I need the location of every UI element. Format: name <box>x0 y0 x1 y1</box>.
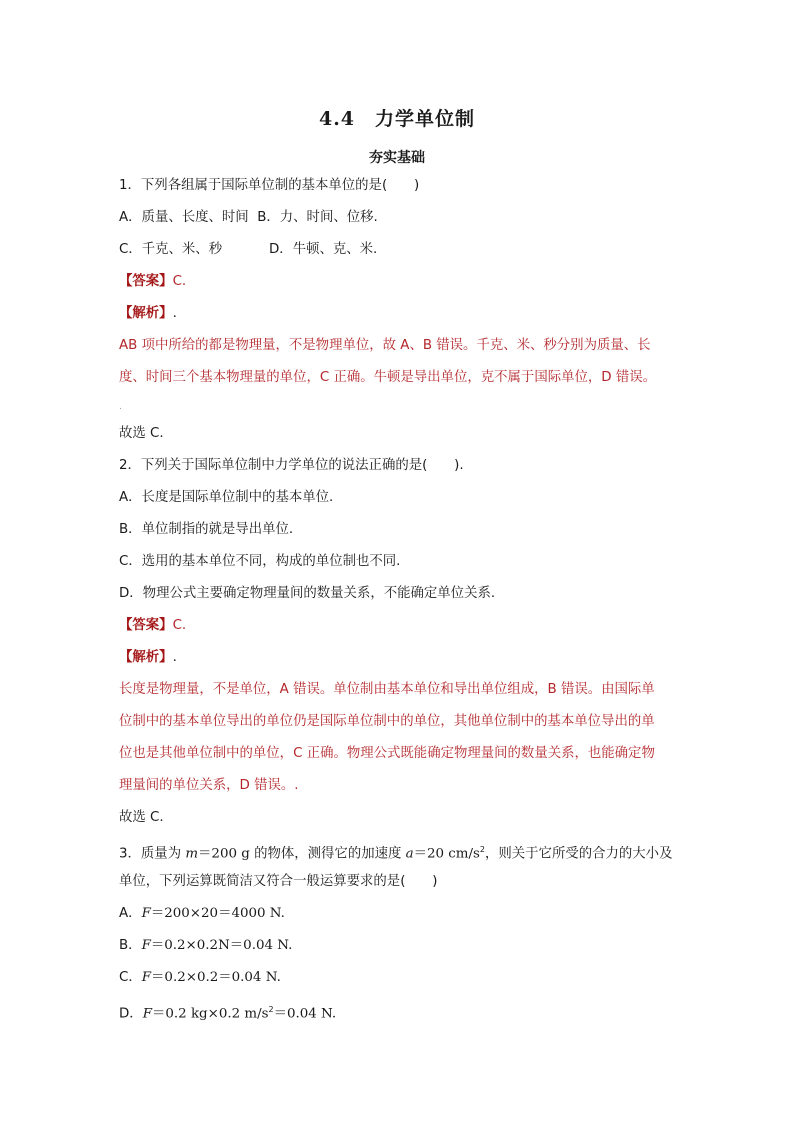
q2-analysis-heading <box>119 648 689 680</box>
analysis-tag: 【解析】 <box>119 650 173 665</box>
q2-option-d: D．物理公式主要确定物理量间的数量关系，不能确定单位关系. <box>119 586 496 601</box>
force-variable: F <box>142 1006 152 1022</box>
q2-option-a: A．长度是国际单位制中的基本单位. <box>119 490 334 505</box>
q1-option-a: A．质量、长度、时间 <box>119 210 249 225</box>
q3-stem-line2: 单位，下列运算既简洁又符合一般运算要求的是( ) <box>119 874 438 889</box>
q3-stem-line1 <box>119 840 689 872</box>
q1-stem: 1．下列各组属于国际单位制的基本单位的是( ) <box>119 178 420 193</box>
q2-option-b: B．单位制指的就是导出单位. <box>119 522 294 537</box>
question-content <box>119 176 689 1032</box>
force-variable: F <box>141 970 152 985</box>
option-label: D． <box>119 1006 143 1022</box>
q1-analysis-line: AB 项中所给的都是物理量，不是物理单位，故 A、B 错误。千克、米、秒分别为质量、长 <box>119 338 651 353</box>
stray-mark: . <box>119 402 122 412</box>
q1-analysis-heading <box>119 304 689 336</box>
q3-stem-text: 3．质量为 <box>119 846 186 862</box>
option-label: B． <box>119 938 142 953</box>
q2-analysis-line: 位也是其他单位制中的单位，C 正确。物理公式既能确定物理量间的数量关系，也能确定物 <box>119 746 655 761</box>
option-label: A． <box>119 906 142 921</box>
mass-variable: m <box>185 846 199 862</box>
analysis-dot: . <box>172 650 177 665</box>
q1-option-d: D．牛顿、克、米. <box>269 242 378 257</box>
q2-stem: 2．下列关于国际单位制中力学单位的说法正确的是( ). <box>119 458 464 473</box>
section-subtitle: 夯实基础 <box>369 150 425 166</box>
answer-value: C. <box>172 618 187 633</box>
superscript: 2 <box>268 1005 274 1014</box>
page-title: 4.4 力学单位制 <box>318 108 476 130</box>
q2-choose: 故选 C. <box>119 810 164 825</box>
q3-option-b <box>119 936 689 968</box>
option-text: ＝0.2×0.2＝0.04 N. <box>151 970 281 985</box>
q2-analysis-line: 长度是物理量，不是单位，A 错误。单位制由基本单位和导出单位组成，B 错误。由国际单 <box>119 682 655 697</box>
q1-choose: 故选 C. <box>119 426 164 441</box>
q3-option-d <box>119 1000 689 1032</box>
q3-option-a <box>119 904 689 936</box>
q2-analysis-line: 理量间的单位关系，D 错误。. <box>119 778 299 793</box>
q3-stem-text: ，则关于它所受的合力的大小及 <box>485 846 673 862</box>
q1-answer <box>119 272 689 304</box>
answer-tag: 【答案】 <box>119 274 173 289</box>
q1-analysis-line: 度、时间三个基本物理量的单位，C 正确。牛顿是导出单位，克不属于国际单位，D 错误。 <box>119 370 657 385</box>
superscript: 2 <box>479 845 485 854</box>
analysis-dot: . <box>172 306 177 321</box>
q3-option-c <box>119 968 689 1000</box>
option-text: ＝0.04 N. <box>273 1006 337 1022</box>
option-text: ＝0.2 kg×0.2 m/s <box>152 1006 269 1022</box>
force-variable: F <box>141 938 151 953</box>
answer-tag: 【答案】 <box>119 618 173 633</box>
analysis-tag: 【解析】 <box>119 306 173 321</box>
option-text: ＝0.2×0.2N＝0.04 N. <box>150 938 293 953</box>
q1-options-cd <box>119 240 689 272</box>
q3-stem-text: ＝200 g 的物体，测得它的加速度 <box>198 846 406 862</box>
q1-option-c: C．千克、米、秒 <box>119 242 223 257</box>
force-variable: F <box>141 906 151 921</box>
answer-value: C. <box>172 274 187 289</box>
q1-option-b: B．力、时间、位移. <box>257 210 378 225</box>
q2-analysis-line: 位制中的基本单位导出的单位仍是国际单位制中的单位，其他单位制中的基本单位导出的单 <box>119 714 655 729</box>
q2-answer <box>119 616 689 648</box>
q3-stem-text: ＝20 cm/s <box>413 846 480 862</box>
q1-options-ab <box>119 208 689 240</box>
acceleration-variable: a <box>405 846 414 862</box>
option-text: ＝200×20＝4000 N. <box>150 906 285 921</box>
q2-option-c: C．选用的基本单位不同，构成的单位制也不同. <box>119 554 401 569</box>
option-label: C． <box>119 970 142 985</box>
